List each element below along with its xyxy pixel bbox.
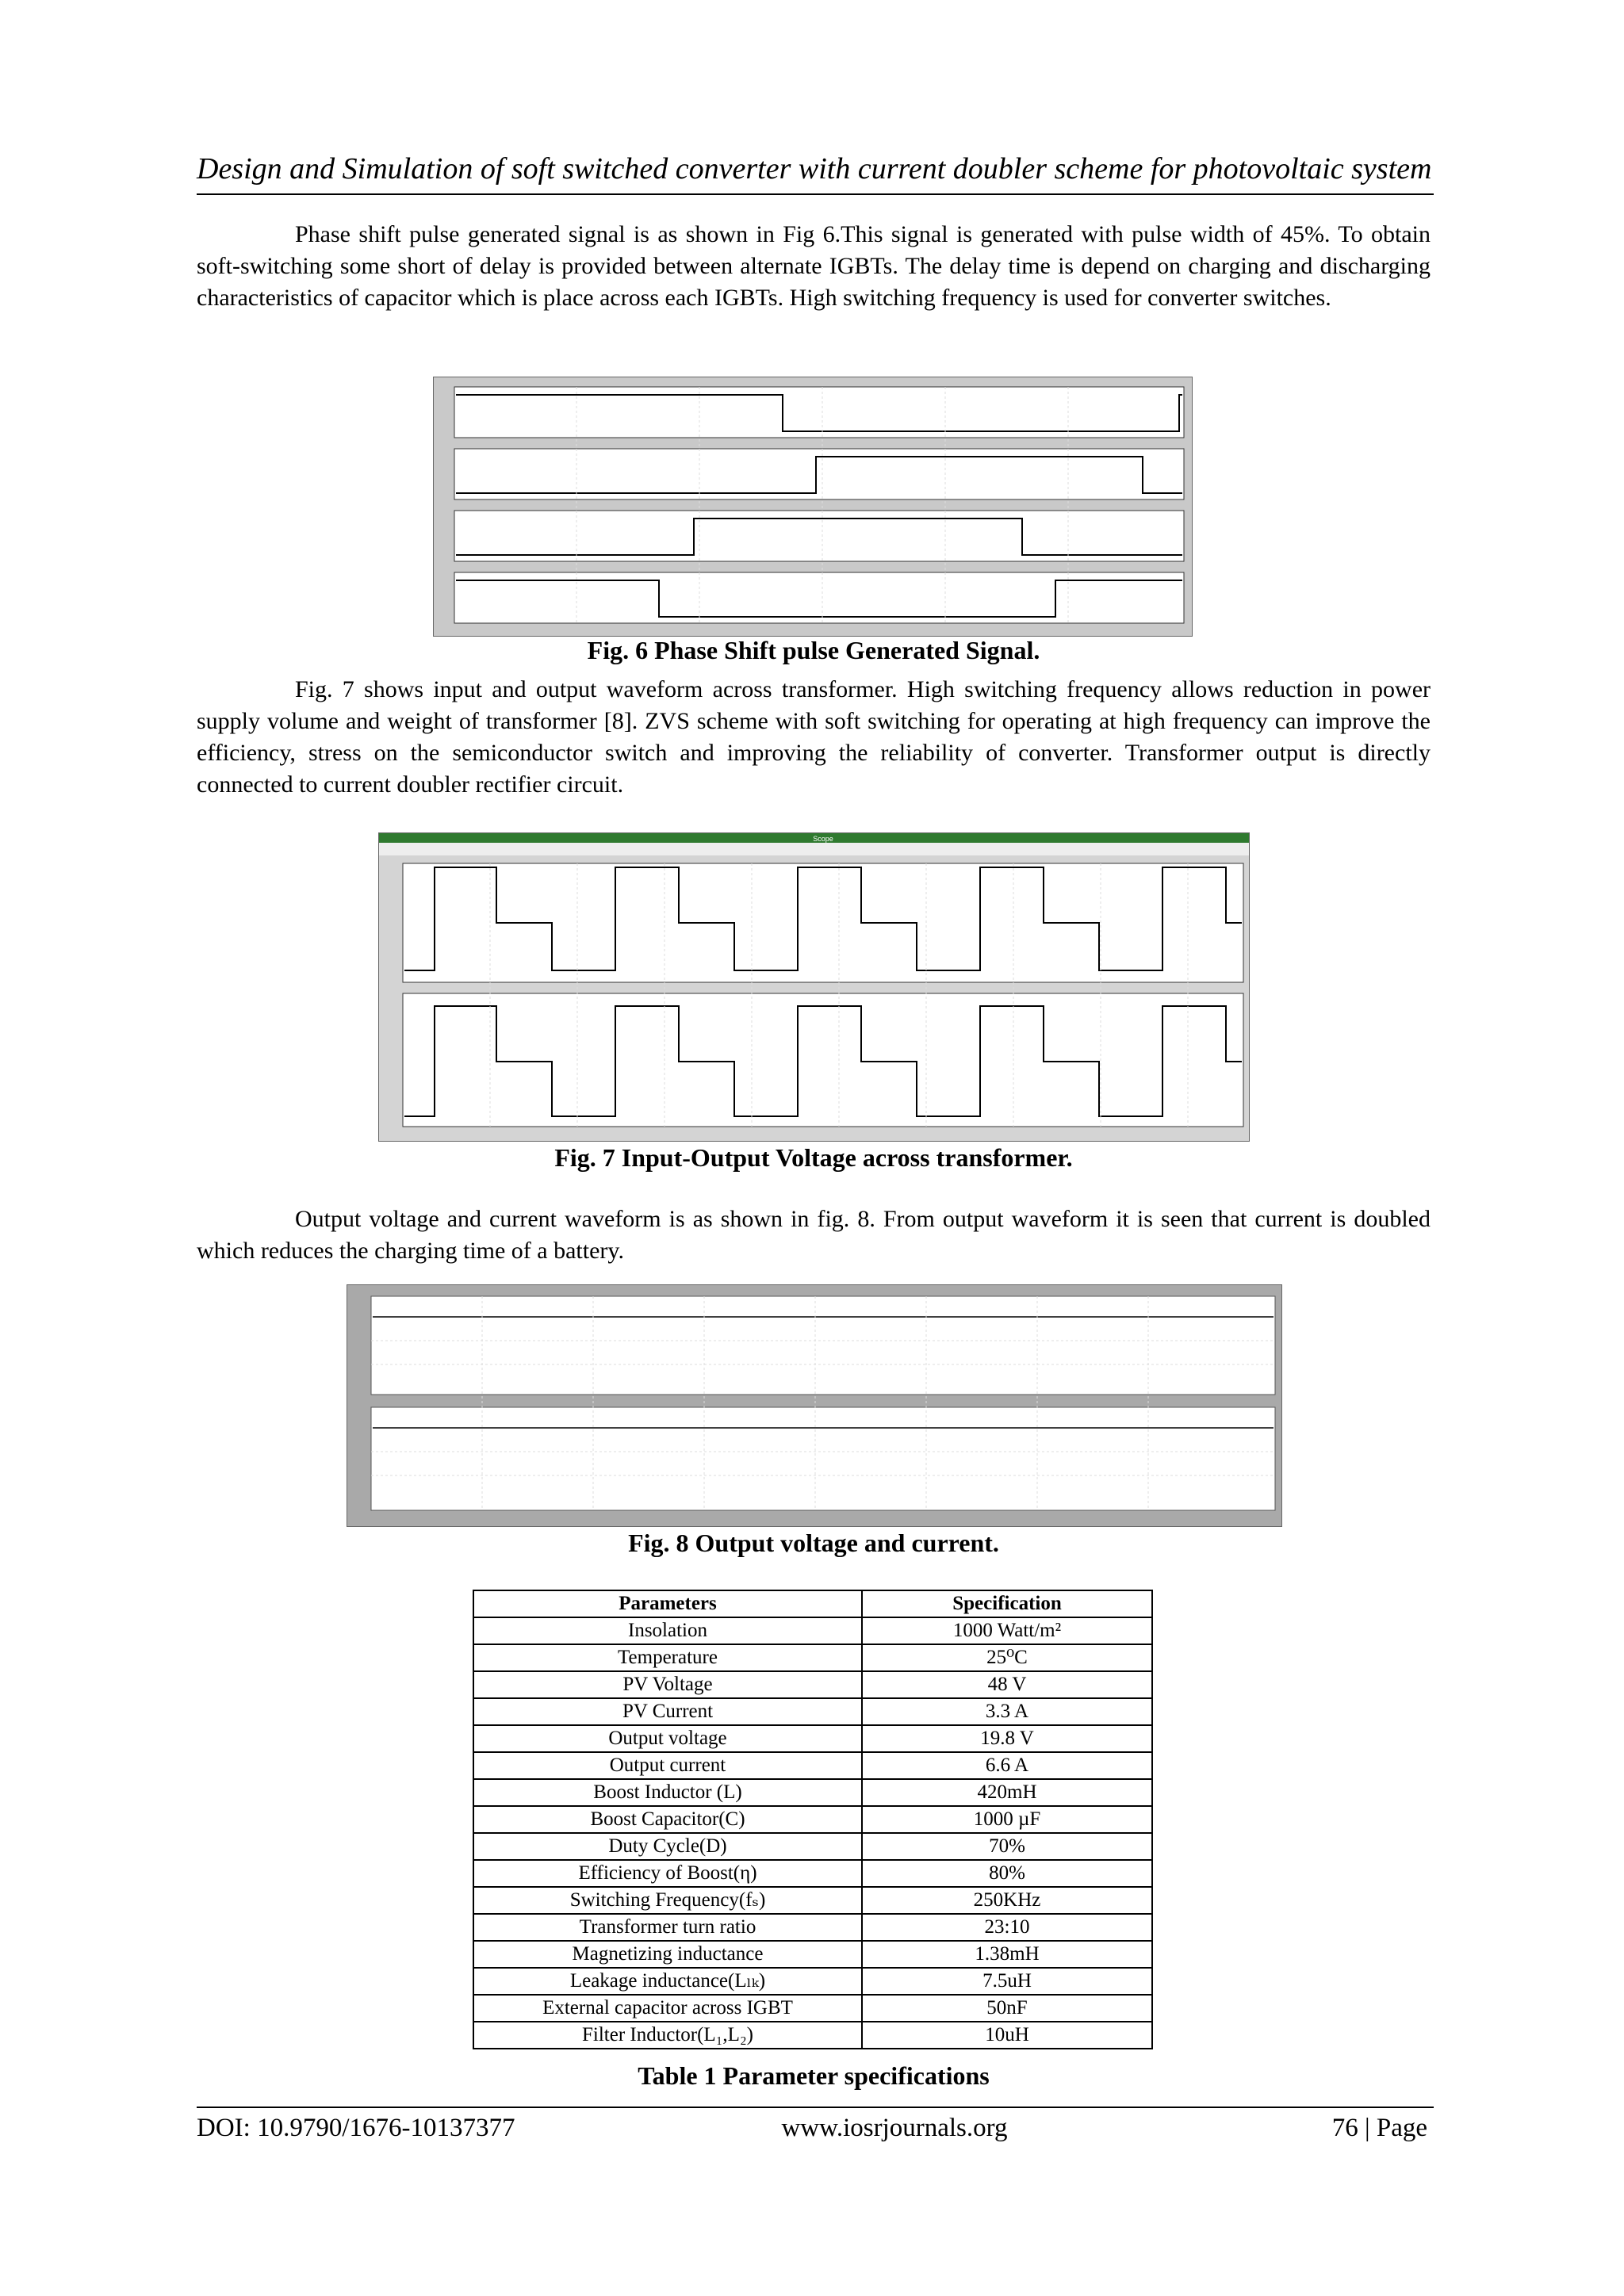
footer-website[interactable]: www.iosrjournals.org: [781, 2114, 1008, 2142]
table-row: [473, 1995, 1152, 2022]
table-cell-parameter: Duty Cycle(D): [473, 1833, 862, 1860]
footer-doi: DOI: 10.9790/1676-10137377: [197, 2114, 515, 2142]
table-cell-specification: 10uH: [862, 2022, 1152, 2049]
table-row: [473, 1968, 1152, 1995]
table-cell-specification: 25⁰C: [862, 1644, 1152, 1671]
output-voltage-current-plot: [347, 1285, 1281, 1526]
table-cell-specification: 19.8 V: [862, 1725, 1152, 1752]
figure-8-caption: Fig. 8 Output voltage and current.: [628, 1529, 999, 1557]
table-cell-parameter: Magnetizing inductance: [473, 1941, 862, 1968]
table-cell-parameter: Filter Inductor(L₁,L₂): [473, 2022, 862, 2049]
table-cell-specification: 80%: [862, 1860, 1152, 1887]
table-row: [473, 1833, 1152, 1860]
table-cell-specification: 7.5uH: [862, 1968, 1152, 1995]
figure-6-image: [433, 377, 1193, 637]
table-cell-specification: 1000 µF: [862, 1806, 1152, 1833]
table-cell-parameter: PV Voltage: [473, 1671, 862, 1698]
table-cell-specification: 1000 Watt/m²: [862, 1617, 1152, 1644]
paragraph-3-text: Output voltage and current waveform is as shown in fig. 8. From output waveform it is seen that current is doubled which reduces the charging time of a battery.: [197, 1206, 1431, 1264]
table-cell-parameter: Insolation: [473, 1617, 862, 1644]
table-cell-specification: 6.6 A: [862, 1752, 1152, 1779]
table-row: [473, 1941, 1152, 1968]
paragraph-2: [197, 674, 1431, 801]
table-cell-specification: 420mH: [862, 1779, 1152, 1806]
table-row: [473, 1725, 1152, 1752]
running-header: Design and Simulation of soft switched converter with current doubler scheme for photovoltaic system: [197, 152, 1432, 186]
table-row: [473, 1914, 1152, 1941]
paragraph-3: [197, 1203, 1431, 1267]
table-row: [473, 1779, 1152, 1806]
paragraph-1: [197, 219, 1431, 314]
header-rule: [197, 193, 1434, 195]
table-cell-parameter: PV Current: [473, 1698, 862, 1725]
table-row: [473, 1617, 1152, 1644]
table-row: [473, 1644, 1152, 1671]
table-cell-parameter: External capacitor across IGBT: [473, 1995, 862, 2022]
table-row: [473, 1887, 1152, 1914]
footer-page-number: 76 | Page: [1331, 2114, 1427, 2142]
table-cell-specification: 70%: [862, 1833, 1152, 1860]
table-cell-parameter: Output current: [473, 1752, 862, 1779]
table-row: [473, 2022, 1152, 2049]
table-header-parameters: Parameters: [473, 1590, 862, 1617]
table-row: [473, 1752, 1152, 1779]
paragraph-2-text: Fig. 7 shows input and output waveform across transformer. High switching frequency allows reduction in power supply volume and weight of transformer [8]. ZVS scheme with soft switching for operating at high frequency can improve the efficiency, stress on the semiconductor switch and improving the reliability of converter. Transformer output is directly connected to current doubler rectifier circuit.: [197, 676, 1431, 798]
figure-8-image: [347, 1284, 1282, 1527]
table-cell-specification: 50nF: [862, 1995, 1152, 2022]
table-1-caption: Table 1 Parameter specifications: [638, 2061, 990, 2090]
table-cell-specification: 48 V: [862, 1671, 1152, 1698]
paragraph-1-text: Phase shift pulse generated signal is as shown in Fig 6.This signal is generated with pulse width of 45%. To obtain soft-switching some short of delay is provided between alternate IGBTs. The delay time is depend on charging and discharging characteristics of capacitor which is place across each IGBTs. High switching frequency is used for converter switches.: [197, 221, 1431, 311]
table-row: [473, 1806, 1152, 1833]
table-cell-parameter: Leakage inductance(Lₗₖ): [473, 1968, 862, 1995]
parameter-specifications-table: [473, 1590, 1153, 2049]
table-cell-specification: 3.3 A: [862, 1698, 1152, 1725]
table-cell-specification: 23:10: [862, 1914, 1152, 1941]
table-cell-parameter: Output voltage: [473, 1725, 862, 1752]
table-cell-parameter: Temperature: [473, 1644, 862, 1671]
table-cell-specification: 250KHz: [862, 1887, 1152, 1914]
table-cell-parameter: Efficiency of Boost(η): [473, 1860, 862, 1887]
table-cell-parameter: Switching Frequency(fₛ): [473, 1887, 862, 1914]
phase-shift-pulse-plot: [434, 377, 1192, 636]
figure-6-caption: Fig. 6 Phase Shift pulse Generated Signal.: [587, 636, 1040, 664]
table-header-row: [473, 1590, 1152, 1617]
figure-7-image: [378, 832, 1250, 1142]
table-cell-parameter: Boost Capacitor(C): [473, 1806, 862, 1833]
table-row: [473, 1698, 1152, 1725]
table-header-specification: Specification: [862, 1590, 1152, 1617]
table-row: [473, 1860, 1152, 1887]
figure-7-caption: Fig. 7 Input-Output Voltage across transformer.: [554, 1143, 1073, 1172]
table-cell-parameter: Transformer turn ratio: [473, 1914, 862, 1941]
scope-window-title: Scope: [813, 835, 833, 843]
footer-rule: [197, 2107, 1434, 2108]
table-cell-specification: 1.38mH: [862, 1941, 1152, 1968]
table-row: [473, 1671, 1152, 1698]
table-cell-parameter: Boost Inductor (L): [473, 1779, 862, 1806]
scope-window: [379, 833, 1249, 1141]
